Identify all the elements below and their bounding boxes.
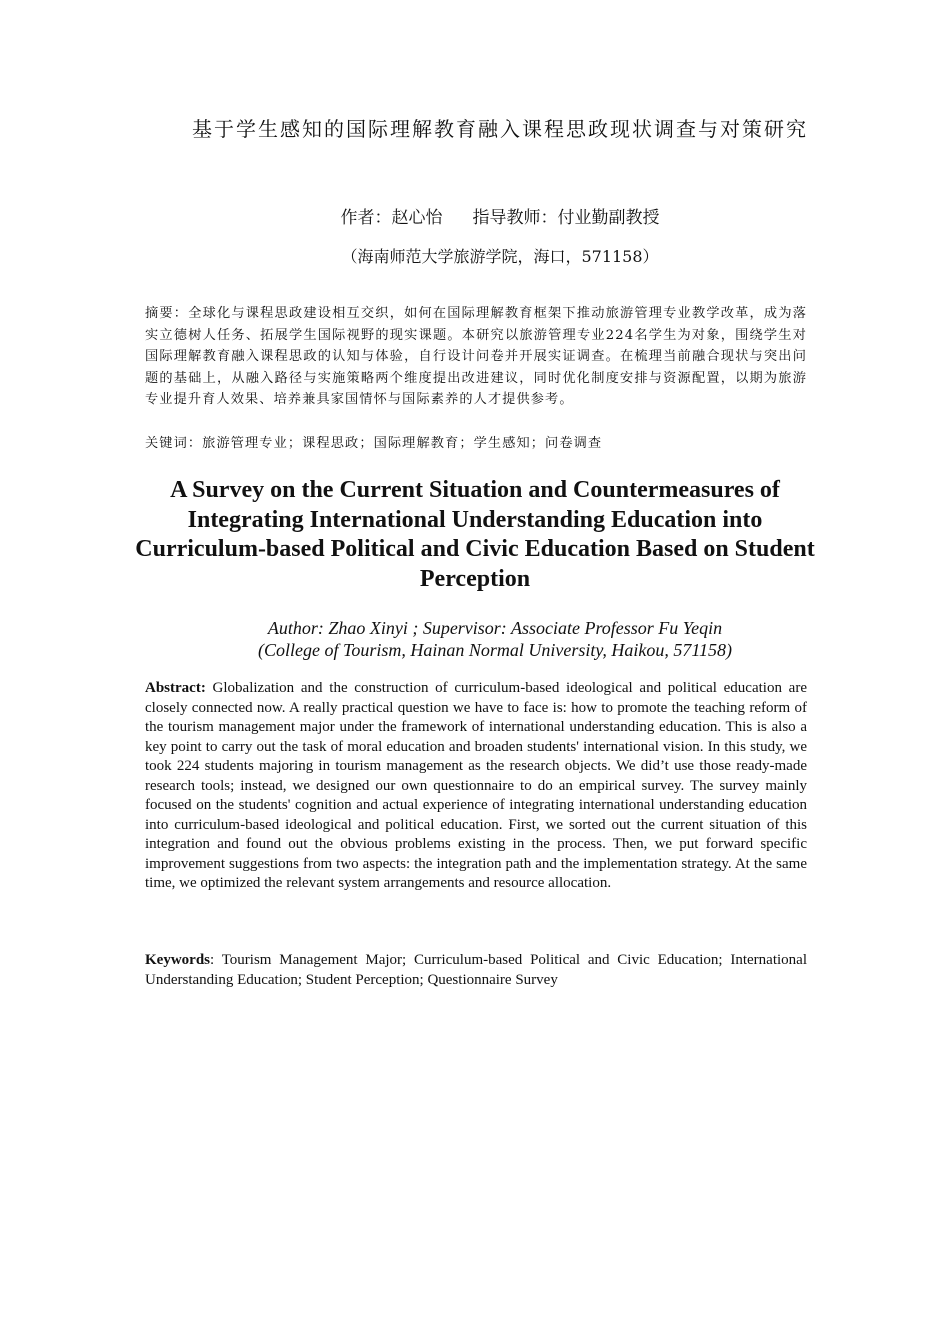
english-abstract-text: Globalization and the construction of curriculum-based ideological and political education are closely connected now. A really practical question we have to face is: how to promote the teaching reform of the tourism management major under the framework of international understanding education. This is also a key point to carry out the task of moral education and broaden students' international vision. In this study, we took 224 students majoring in tourism management as the research objects. We did’t use those ready-made research tools; instead, we designed our own questionnaire to do an empirical survey. The survey mainly focused on the students' cognition and actual experience of integrating international understanding education into curriculum-based ideological and political education. First, we sorted out the current situation of this integration and found out the obvious problems existing in the process. Then, we put forward specific improvement suggestions from two aspects: the integration path and the implementation strategy. At the same time, we optimized the relevant system arrangements and resource allocation. (145, 680, 807, 891)
chinese-keywords-label: 关键词： (145, 436, 203, 451)
chinese-affiliation: （海南师范大学旅游学院，海口，571158） (341, 247, 659, 266)
english-abstract (145, 679, 807, 894)
english-abstract-label: Abstract: (145, 680, 206, 696)
english-keywords-text: : Tourism Management Major; Curriculum-based Political and Civic Education; International Understanding Education; Student Perception; Questionnaire Survey (145, 952, 807, 988)
english-affiliation: (College of Tourism, Hainan Normal University, Haikou, 571158) (258, 640, 732, 660)
chinese-title: 基于学生感知的国际理解教育融入课程思政现状调查与对策研究 (192, 117, 808, 141)
english-keywords-label: Keywords (145, 952, 210, 968)
chinese-author-line (150, 206, 850, 230)
chinese-supervisor: 指导教师：付业勤副教授 (472, 208, 660, 228)
english-keywords (145, 951, 807, 990)
chinese-abstract-text: 全球化与课程思政建设相互交织，如何在国际理解教育框架下推动旅游管理专业教学改革，成为落实立德树人任务、拓展学生国际视野的现实课题。本研究以旅游管理专业224名学生为对象，围绕学生对国际理解教育融入课程思政的认知与体验，自行设计问卷并开展实证调查。在梳理当前融合现状与突出问题的基础上，从融入路径与实施策略两个维度提出改进建议，同时优化制度安排与资源配置，以期为旅游专业提升育人效果、培养兼具家国情怀与国际素养的人才提供参考。 (145, 306, 807, 408)
chinese-author: 作者：赵心怡 (340, 208, 443, 228)
english-author-line: Author: Zhao Xinyi ; Supervisor: Associate Professor Fu Yeqin (267, 618, 723, 638)
english-title: A Survey on the Current Situation and Countermeasures of Integrating International Understanding Education into Curriculum-based Political and Civic Education Based on Student Perception (135, 477, 815, 592)
chinese-abstract-label: 摘要： (145, 306, 189, 321)
chinese-abstract (145, 303, 807, 411)
chinese-keywords-text: 旅游管理专业；课程思政；国际理解教育；学生感知；问卷调查 (202, 436, 603, 451)
chinese-keywords (145, 433, 807, 455)
